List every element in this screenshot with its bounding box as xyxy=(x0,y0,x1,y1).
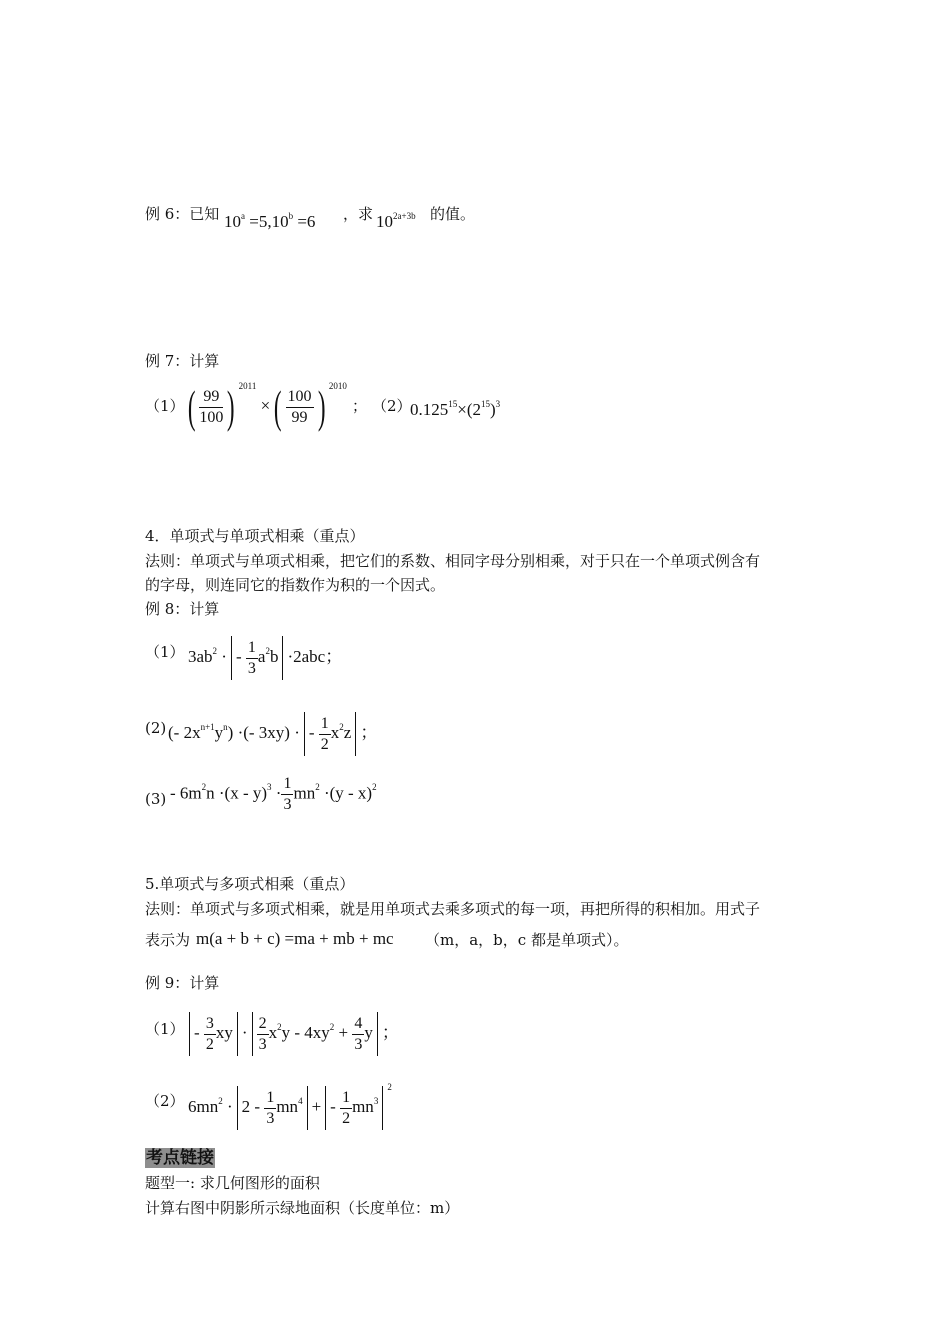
example-7-part-1-expr: ( $\frac{99}{100}$ ) $^{2011}$ ×( $\frac{100}{99}$ ) $^{2010}$ xyxy=(187,380,347,432)
example-9-label: 例 9：计算 xyxy=(145,974,220,992)
example-8-part-1-expr: $3ab^2$ · - $\frac{1}{3}$ $a^2b \cdot 2abc$； xyxy=(188,636,342,680)
section-5-title: 5.单项式与多项式相乘（重点） xyxy=(145,875,355,893)
example-7-separator: ； xyxy=(352,397,368,415)
example-7-part-2-label: （2） xyxy=(372,397,412,415)
example-6-mid: ，求 xyxy=(343,205,374,223)
section-5-note: （m，a，b，c 都是单项式）。 xyxy=(425,931,629,949)
example-9-part-2-label: （2） xyxy=(145,1092,185,1110)
section-4-title: 4．单项式与单项式相乘（重点） xyxy=(145,527,365,545)
example-9-part-1-label: （1） xyxy=(145,1020,185,1038)
example-6-given: $10^a =5,10^b =6$ xyxy=(224,211,316,231)
example-9-part-1-expr: - $\frac{3}{2}$ xy · $\frac{2}{3}$ $x^2y - 4xy^2$ + $\frac{4}{3}$ y ； xyxy=(185,1012,399,1056)
example-6-label: 例 6：已知 xyxy=(145,205,220,223)
example-6-target: $10^{2a+3b}$ xyxy=(376,211,416,231)
example-8-part-2-expr: (- $2x^{n+1}y^n$) ·(- 3xy) · - $\frac{1}{2}$ $x^2z$ ； xyxy=(168,712,377,756)
question-type-label: 题型一: 求几何图形的面积 xyxy=(145,1174,320,1192)
section-4-rule-line-1: 法则：单项式与单项式相乘，把它们的系数、相同字母分别相乘，对于只在一个单项式例含有 xyxy=(145,552,761,570)
example-7-part-1-label: （1） xyxy=(145,397,185,415)
example-7-label: 例 7：计算 xyxy=(145,352,220,370)
exam-link-heading: 考点链接 xyxy=(146,1148,214,1168)
example-6-tail: 的值。 xyxy=(430,205,476,223)
example-8-label: 例 8：计算 xyxy=(145,600,220,618)
section-4-rule-line-2: 的字母，则连同它的指数作为积的一个因式。 xyxy=(145,576,446,594)
section-5-formula: m(a + b + c) =ma + mb + mc xyxy=(196,929,394,948)
question-task: 计算右图中阴影所示绿地面积（长度单位：m） xyxy=(145,1199,460,1217)
example-9-part-2-expr: $6mn^2 \cdot 2$ - $\frac{1}{3}$ $mn^4$ + - $\frac{1}{2}$ $mn^{32}$ xyxy=(188,1086,392,1130)
example-8-part-3-label: (3) xyxy=(145,790,167,808)
section-5-rule-line-1: 法则：单项式与多项式相乘，就是用单项式去乘多项式的每一项，再把所得的积相加。用式子 xyxy=(145,900,761,918)
example-8-part-3-expr: - $6m^2n \cdot(x - y)^3$ · $\frac{1}{3}$ $mn^2 \cdot(y - x)^2$ xyxy=(170,775,377,813)
example-8-part-2-label: (2) xyxy=(145,719,167,737)
section-5-rule-line-2: 表示为 xyxy=(145,931,191,949)
example-7-part-2-expr: $0.125^{15}\times(2^{15})^3$ xyxy=(410,399,501,419)
example-8-part-1-label: （1） xyxy=(145,643,185,661)
